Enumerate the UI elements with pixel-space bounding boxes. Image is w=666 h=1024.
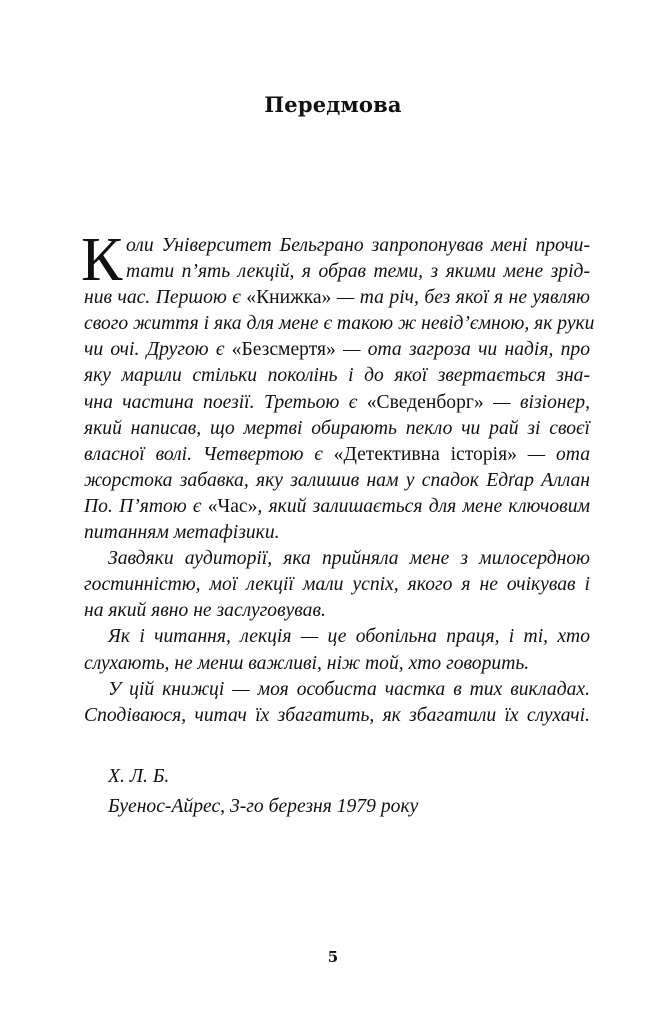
text-line: слухають, не менш важливі, ніж той, хто говорить. xyxy=(84,652,530,674)
text-line: на який явно не заслуговував. xyxy=(84,600,326,622)
text-line: гостинністю, мої лекції мали успіх, якого я не очікував і xyxy=(84,574,590,596)
text-line: жорстока забавка, яку залишив нам у спадок Едґар Аллан xyxy=(84,469,590,491)
drop-cap: К xyxy=(81,226,123,294)
text-line: чна частина поезії. Третьою є «Сведенборг» — візіонер, xyxy=(84,391,590,413)
text-line: питанням метафізики. xyxy=(84,522,280,544)
paragraph-3 xyxy=(84,624,590,676)
text-line: нив час. Першою є «Книжка» — та річ, без якої я не уявляю xyxy=(84,287,590,309)
lecture-title: «Детективна історія» xyxy=(333,443,517,465)
signature-block xyxy=(108,762,418,822)
lecture-title: «Книжка» xyxy=(246,287,332,309)
paragraph-4 xyxy=(84,677,590,729)
text-line: яку марили стільки поколінь і до якої звертається зна- xyxy=(84,365,590,387)
text-line: У цій книжці — моя особиста частка в тих викладах. xyxy=(108,678,590,700)
place-and-date: Буенос-Айрес, 3-го березня 1979 року xyxy=(108,796,419,817)
lecture-title: «Час» xyxy=(207,495,258,517)
author-initials: Х. Л. Б. xyxy=(108,766,170,787)
text-line: тати п’ять лекцій, я обрав теми, з якими мене зрід- xyxy=(126,261,590,283)
text-line: Завдяки аудиторії, яка прийняла мене з милосердною xyxy=(108,548,590,570)
page-number: 5 xyxy=(327,948,339,966)
page-title: Передмова xyxy=(264,92,402,117)
paragraph-1 xyxy=(81,226,595,546)
text-line: оли Університет Бельграно запропонував мені прочи- xyxy=(126,235,590,256)
lecture-title: «Сведенборг» xyxy=(366,391,484,413)
lecture-title: «Безсмертя» xyxy=(231,339,336,361)
text-line: По. П’ятою є «Час», який залишається для мене ключовим xyxy=(84,495,590,517)
paragraph-2 xyxy=(84,546,590,624)
text-line: свого життя і яка для мене є такою ж невід’ємною, як руки xyxy=(84,313,595,335)
text-line: власної волі. Четвертою є «Детективна історія» — ота xyxy=(84,443,590,465)
text-line: Сподіваюся, читач їх збагатить, як збагатили їх слухачі. xyxy=(84,704,590,726)
text-line: Як і читання, лекція — це обопільна праця, і ті, хто xyxy=(108,626,590,648)
text-line: чи очі. Другою є «Безсмертя» — ота загроза чи надія, про xyxy=(84,339,591,361)
text-line: який написав, що мертві обирають пекло чи рай зі своєї xyxy=(84,417,590,439)
preface-body xyxy=(81,226,595,729)
